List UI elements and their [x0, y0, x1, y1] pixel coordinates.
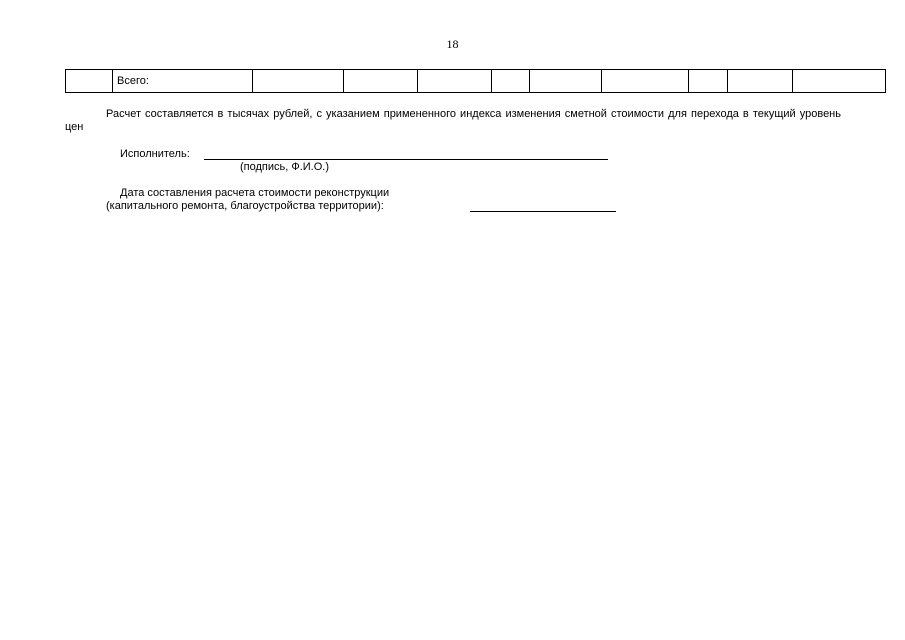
signature-caption: (подпись, Ф.И.О.)	[240, 161, 330, 173]
total-label: Всего:	[113, 70, 253, 93]
table-cell	[492, 70, 530, 93]
signature-line	[204, 159, 608, 160]
table-cell	[793, 70, 886, 93]
executor-label: Исполнитель:	[120, 148, 190, 160]
total-table	[65, 69, 886, 93]
date-label-line1: Дата составления расчета стоимости реконструкции	[120, 187, 390, 199]
table-cell	[530, 70, 602, 93]
table-cell	[602, 70, 689, 93]
table-cell	[689, 70, 728, 93]
table-cell	[344, 70, 418, 93]
total-row	[66, 70, 886, 93]
page-number: 18	[446, 37, 459, 51]
table-cell	[418, 70, 492, 93]
table-cell	[253, 70, 344, 93]
table-cell	[66, 70, 113, 93]
calculation-note: Расчет составляется в тысячах рублей, с указанием примененного индекса изменения сметной стоимости для перехода в текущий уровень цен	[65, 108, 841, 133]
table-cell	[728, 70, 793, 93]
date-label-line2: (капитального ремонта, благоустройства территории):	[106, 200, 384, 212]
date-line	[470, 211, 616, 212]
